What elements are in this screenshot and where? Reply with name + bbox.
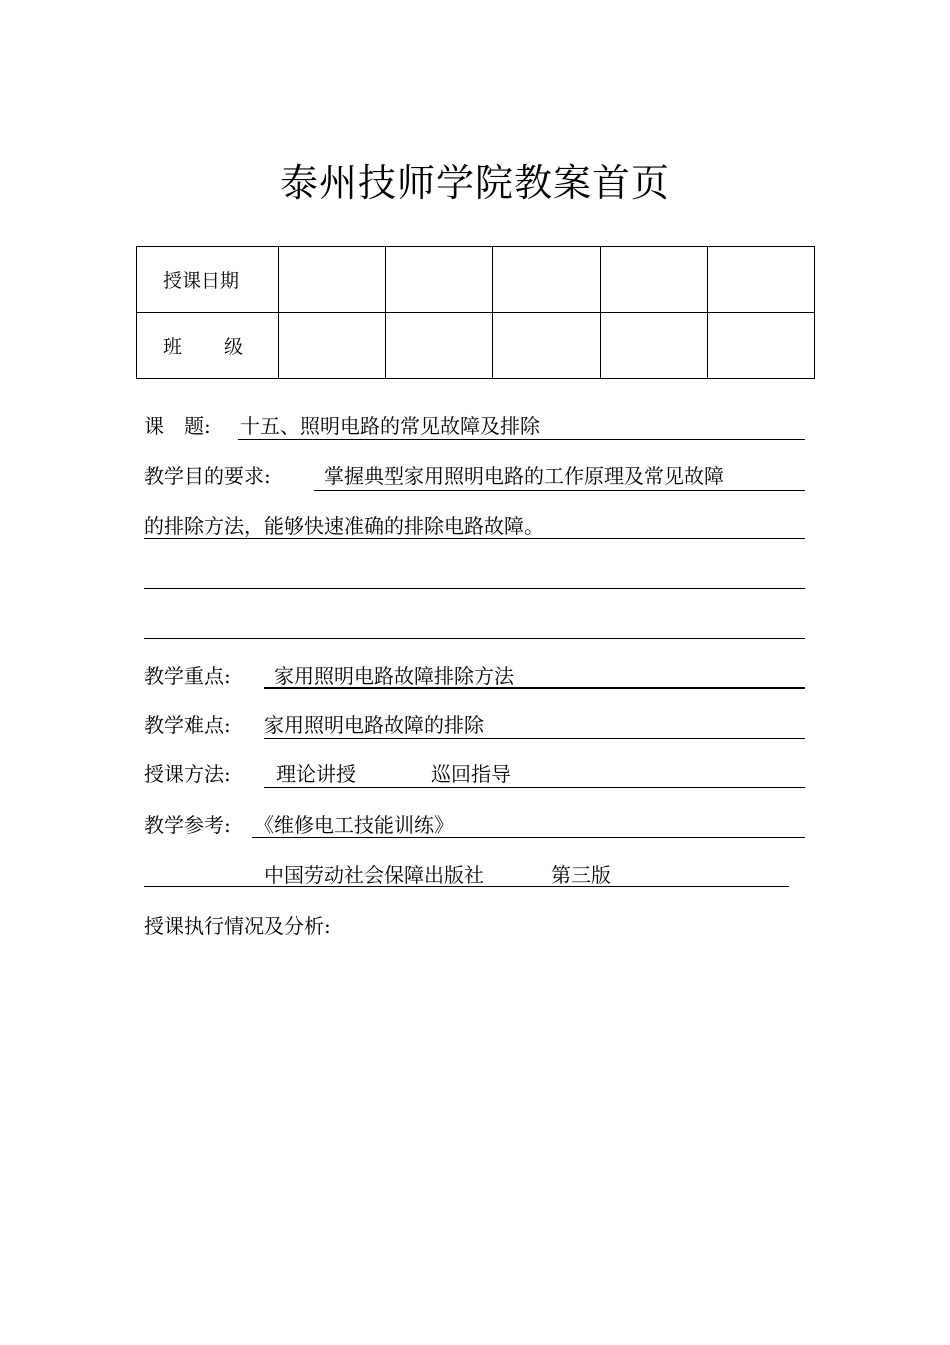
references-underline-1 (252, 837, 805, 838)
key-points-underline (264, 687, 805, 689)
class-cell-2[interactable] (386, 313, 493, 379)
references-book[interactable]: 《维修电工技能训练》 (254, 813, 454, 837)
methods-value-1[interactable]: 理论讲授 (276, 762, 356, 786)
difficulties-label: 教学难点: (144, 713, 231, 737)
methods-label: 授课方法: (144, 762, 231, 786)
objectives-line-2[interactable]: 的排除方法，能够快速准确的排除电路故障。 (144, 514, 544, 538)
date-row (137, 247, 815, 313)
blank-underline-1 (144, 588, 805, 589)
class-label (137, 313, 279, 379)
topic-label: 课 题: (144, 414, 211, 438)
class-row (137, 313, 815, 379)
objectives-underline-2 (144, 538, 805, 539)
class-label-char-1: 班 (163, 336, 183, 358)
references-edition[interactable]: 第三版 (551, 863, 611, 887)
difficulties-underline (264, 738, 805, 739)
objectives-label: 教学目的要求: (144, 464, 271, 488)
schedule-table (136, 246, 815, 379)
blank-underline-2 (144, 638, 805, 639)
objectives-line-1[interactable]: 掌握典型家用照明电路的工作原理及常见故障 (324, 464, 724, 488)
page-title: 泰州技师学院教案首页 (279, 161, 670, 205)
date-cell-1[interactable] (279, 247, 386, 313)
key-points-label: 教学重点: (144, 664, 231, 688)
references-underline-2 (144, 886, 789, 887)
methods-value-2[interactable]: 巡回指导 (431, 762, 511, 786)
date-cell-2[interactable] (386, 247, 493, 313)
key-points-value[interactable]: 家用照明电路故障排除方法 (274, 664, 514, 688)
topic-value[interactable]: 十五、照明电路的常见故障及排除 (240, 414, 540, 438)
difficulties-value[interactable]: 家用照明电路故障的排除 (264, 713, 484, 737)
date-label: 授课日期 (137, 247, 279, 313)
class-cell-5[interactable] (707, 313, 814, 379)
references-label: 教学参考: (144, 813, 231, 837)
date-cell-3[interactable] (493, 247, 600, 313)
references-publisher[interactable]: 中国劳动社会保障出版社 (264, 863, 484, 887)
class-label-char-2: 级 (224, 336, 244, 358)
methods-underline (264, 787, 805, 788)
class-cell-4[interactable] (600, 313, 707, 379)
topic-underline (238, 439, 805, 440)
class-cell-3[interactable] (493, 313, 600, 379)
date-cell-4[interactable] (600, 247, 707, 313)
class-cell-1[interactable] (279, 313, 386, 379)
execution-label: 授课执行情况及分析: (144, 914, 331, 938)
date-cell-5[interactable] (707, 247, 814, 313)
objectives-underline-1 (314, 490, 805, 491)
